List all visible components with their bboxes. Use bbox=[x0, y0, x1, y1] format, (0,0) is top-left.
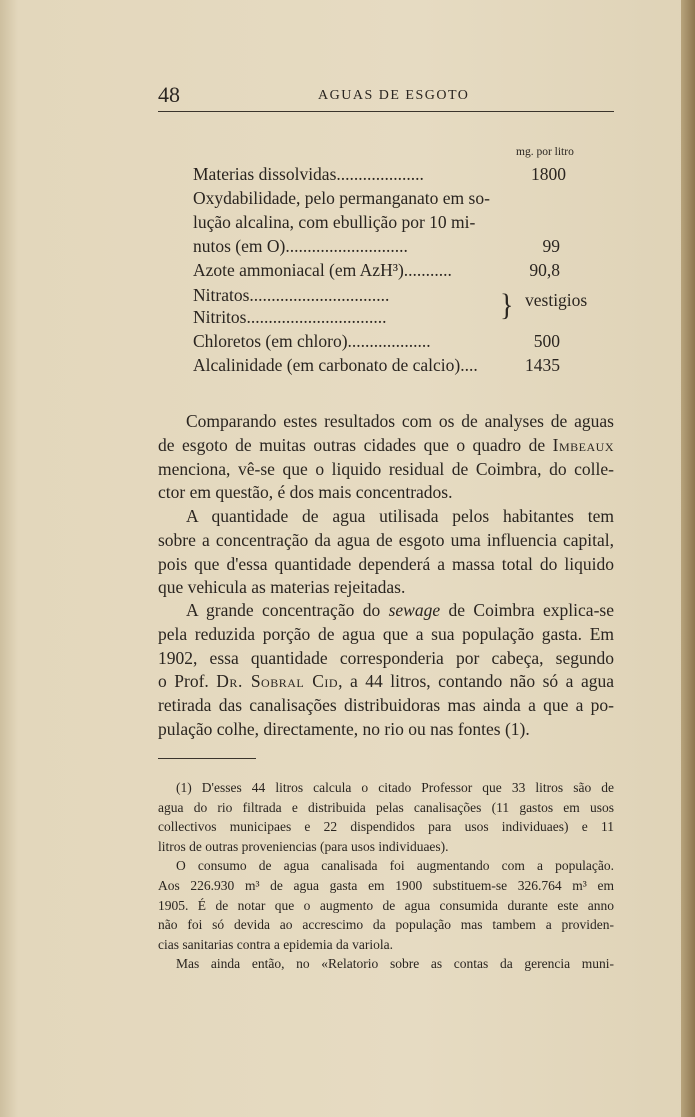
text-line bbox=[158, 599, 614, 623]
paragraph-2 bbox=[158, 505, 614, 600]
table-brace-value: vestigios bbox=[525, 290, 588, 310]
table-row-label: nutos (em O)............................ bbox=[193, 236, 408, 256]
author-name: Imbeaux bbox=[552, 434, 614, 455]
running-title: AGUAS DE ESGOTO bbox=[318, 88, 470, 103]
text-line: 1902, essa quantidade corresponderia por cabeça, segundo bbox=[158, 647, 614, 668]
header-rule bbox=[158, 111, 614, 112]
text-line: pela reduzida porção de agua que a sua população gasta. Em bbox=[158, 623, 614, 644]
table-row-value: 90,8 bbox=[529, 260, 560, 280]
table-row-value: 1435 bbox=[525, 355, 560, 375]
text-line: Comparando estes resultados com os de analyses de aguas bbox=[186, 411, 614, 431]
text-span: de Coimbra explica-se bbox=[440, 600, 614, 620]
table-row-label: Nitratos................................ bbox=[193, 285, 390, 305]
page-number: 48 bbox=[158, 82, 180, 107]
footnote-line: O consumo de agua canalisada foi augmentando com a população. bbox=[176, 858, 614, 874]
page-header bbox=[158, 82, 613, 112]
italic-term: sewage bbox=[388, 600, 441, 620]
table-row-value: 99 bbox=[542, 236, 560, 256]
footnote-rule bbox=[158, 758, 256, 759]
page-edge bbox=[681, 0, 695, 1117]
table-row-label: Azote ammoniacal (em AzH³)........... bbox=[193, 260, 452, 280]
text-line: retirada das canalisações distribuidoras mas ainda a que a po- bbox=[158, 695, 614, 716]
text-span: A grande concentração do bbox=[186, 600, 389, 620]
footnote-line: cias sanitarias contra a epidemia da variola. bbox=[158, 936, 394, 952]
text-line: pulação colhe, directamente, no rio ou nas fontes (1). bbox=[158, 718, 530, 739]
table-row-label: Chloretos (em chloro)................... bbox=[193, 331, 431, 351]
text-line bbox=[158, 670, 614, 694]
table-row-label: Nitritos................................ bbox=[193, 307, 387, 327]
footnotes bbox=[158, 778, 614, 974]
text-span: , a 44 litros, contando não só a agua bbox=[338, 671, 614, 692]
text-line: pois que d'essa quantidade dependerá a massa total do liquido bbox=[158, 553, 614, 574]
table-unit-label: mg. por litro bbox=[516, 146, 574, 158]
text-line: A quantidade de agua utilisada pelos habitantes tem bbox=[186, 506, 614, 526]
table-row-label: Materias dissolvidas.................... bbox=[193, 164, 424, 184]
text-line: menciona, vê-se que o liquido residual de Coimbra, do colle- bbox=[158, 458, 614, 479]
footnote-line: agua do rio filtrada e distribuida pelas canalisações (11 gastos em usos bbox=[158, 799, 614, 815]
table-row-label: lução alcalina, com ebullição por 10 mi- bbox=[193, 212, 476, 232]
footnote-line: Aos 226.930 m³ de agua gasta em 1900 substituem-se 326.764 m³ em bbox=[158, 877, 614, 893]
brace: } bbox=[500, 288, 514, 323]
text-span: de esgoto de muitas outras cidades que o quadro de bbox=[158, 434, 553, 455]
paragraph-3 bbox=[158, 599, 614, 742]
table-row-value: 1800 bbox=[531, 164, 566, 184]
text-line: que vehicula as materias rejeitadas. bbox=[158, 577, 406, 598]
table-row-value: 500 bbox=[533, 331, 560, 351]
text-line bbox=[158, 434, 614, 458]
author-name: Dr. Sobral Cid bbox=[216, 671, 339, 692]
table-row-label: Alcalinidade (em carbonato de calcio).... bbox=[193, 355, 478, 375]
footnote-line: litros de outras proveniencias (para usos individuaes). bbox=[158, 838, 449, 854]
text-line: sobre a concentração da agua de esgoto uma influencia capital, bbox=[158, 529, 614, 550]
footnote-line: Mas ainda então, no «Relatorio sobre as contas da gerencia muni- bbox=[176, 956, 614, 972]
paragraph-1 bbox=[158, 410, 614, 505]
table-row-label: Oxydabilidade, pelo permanganato em so- bbox=[193, 188, 490, 208]
footnote-line: collectivos municipaes e 22 dispendidos para usos individuaes) e 11 bbox=[158, 819, 614, 835]
text-line: ctor em questão, é dos mais concentrados. bbox=[158, 482, 453, 503]
text-span: o Prof. bbox=[158, 671, 217, 692]
footnote-line: 1905. É de notar que o augmento de agua consumida durante este anno bbox=[158, 897, 614, 913]
footnote-line: não foi só devida ao accrescimo da população mas tambem a providen- bbox=[158, 917, 614, 933]
footnote-line: (1) D'esses 44 litros calcula o citado Professor que 33 litros são de bbox=[176, 780, 614, 795]
